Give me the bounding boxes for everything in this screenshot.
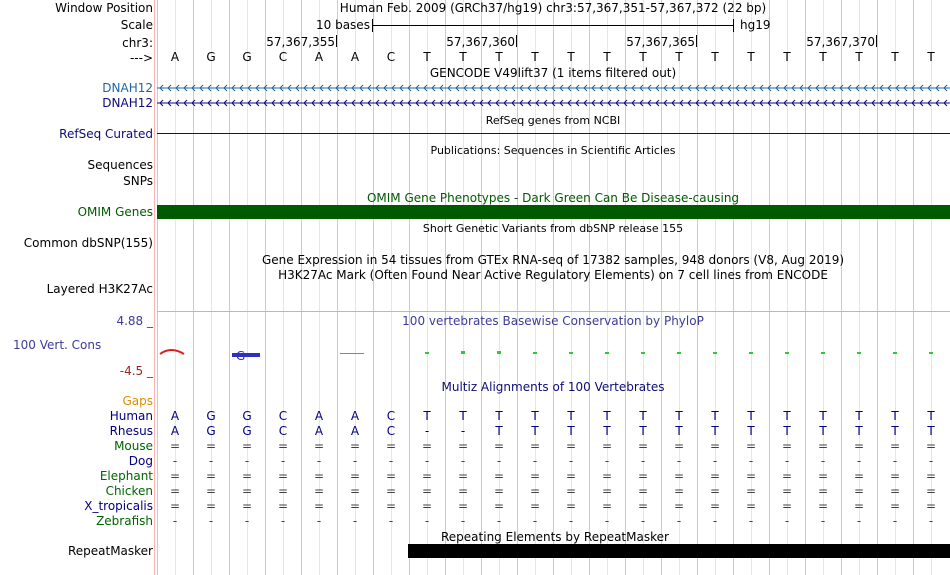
alignment-base: = [241, 499, 253, 513]
alignment-base: C [386, 424, 396, 438]
alignment-base: = [457, 484, 469, 498]
window-position-label: Window Position [55, 1, 153, 15]
alignment-base: - [532, 454, 538, 468]
alignment-base: = [241, 484, 253, 498]
alignment-base: = [205, 484, 217, 498]
alignment-base: = [565, 499, 577, 513]
base-letter: C [386, 50, 396, 64]
repeat-element-bar[interactable] [408, 544, 950, 558]
species-label[interactable]: Dog [128, 454, 153, 468]
base-letter: T [783, 50, 791, 64]
alignment-base: = [889, 499, 901, 513]
conservation-bar [461, 351, 465, 354]
h3k27ac-baseline [157, 311, 950, 312]
tick-label: 57,367,360 [446, 35, 515, 49]
alignment-base: = [637, 439, 649, 453]
alignment-base: = [421, 469, 433, 483]
conservation-bar [605, 352, 609, 354]
alignment-base: T [711, 409, 719, 423]
alignment-base: = [457, 499, 469, 513]
strand-label: ---> [129, 51, 153, 65]
alignment-base: = [349, 484, 361, 498]
alignment-base: = [853, 469, 865, 483]
alignment-base: - [820, 514, 826, 528]
alignment-base: = [565, 439, 577, 453]
h3k27ac-label[interactable]: Layered H3K27Ac [46, 282, 153, 296]
base-letter: T [711, 50, 719, 64]
alignment-base: T [675, 424, 683, 438]
alignment-base: = [601, 484, 613, 498]
alignment-base: = [781, 484, 793, 498]
alignment-base: A [170, 409, 180, 423]
base-letter: G [242, 50, 252, 64]
alignment-base: = [853, 439, 865, 453]
alignment-base: = [385, 469, 397, 483]
alignment-base: T [783, 424, 791, 438]
alignment-base: = [673, 484, 685, 498]
base-letter: T [675, 50, 683, 64]
base-letter: T [639, 50, 647, 64]
alignment-base: = [529, 499, 541, 513]
alignment-base: = [709, 484, 721, 498]
alignment-base: A [314, 409, 324, 423]
alignment-base: = [889, 469, 901, 483]
alignment-base: C [386, 409, 396, 423]
tick-label: 57,367,355 [266, 35, 335, 49]
alignment-base: = [853, 499, 865, 513]
alignment-base: = [313, 499, 325, 513]
conservation-bar [497, 351, 501, 354]
conservation-bar [929, 352, 933, 354]
alignment-base: - [424, 514, 430, 528]
alignment-base: T [783, 409, 791, 423]
alignment-base: T [423, 409, 431, 423]
base-letter: T [567, 50, 575, 64]
alignment-base: T [603, 424, 611, 438]
alignment-base: = [205, 469, 217, 483]
species-label[interactable]: Human [109, 409, 153, 423]
base-letter: T [819, 50, 827, 64]
snps-label[interactable]: SNPs [123, 174, 153, 188]
alignment-base: C [278, 409, 288, 423]
alignment-base: T [495, 409, 503, 423]
alignment-base: A [170, 424, 180, 438]
alignment-base: - [784, 454, 790, 468]
omim-gene-bar[interactable] [157, 205, 950, 219]
alignment-base: = [457, 469, 469, 483]
conservation-bar [821, 352, 825, 354]
chrom-label: chr3: [122, 36, 153, 50]
conservation-bar [749, 352, 753, 354]
alignment-base: - [892, 454, 898, 468]
alignment-base: - [424, 424, 430, 438]
alignment-base: T [567, 424, 575, 438]
alignment-base: - [316, 514, 322, 528]
alignment-base: = [529, 439, 541, 453]
alignment-base: - [244, 514, 250, 528]
alignment-base: = [277, 499, 289, 513]
conservation-mark [340, 353, 364, 354]
alignment-base: - [352, 514, 358, 528]
alignment-base: = [817, 499, 829, 513]
alignment-base: T [819, 424, 827, 438]
alignment-base: T [675, 409, 683, 423]
alignment-base: = [277, 439, 289, 453]
alignment-base: G [242, 409, 252, 423]
alignment-base: = [709, 439, 721, 453]
conservation-bar [785, 352, 789, 354]
alignment-base: G [206, 409, 216, 423]
publications-title: Publications: Sequences in Scientific Articles [430, 144, 676, 157]
alignment-base: T [459, 409, 467, 423]
alignment-base: - [496, 454, 502, 468]
alignment-base: = [313, 469, 325, 483]
alignment-base: = [889, 484, 901, 498]
window-position-value: Human Feb. 2009 (GRCh37/hg19) chr3:57,367,351-57,367,372 (22 bp) [339, 1, 767, 15]
alignment-base: = [385, 484, 397, 498]
alignment-base: A [350, 409, 360, 423]
alignment-base: A [314, 424, 324, 438]
alignment-base: - [244, 454, 250, 468]
base-letter: T [747, 50, 755, 64]
gencode-title: GENCODE V49lift37 (1 items filtered out) [429, 66, 677, 80]
alignment-base: - [208, 514, 214, 528]
alignment-base: = [493, 499, 505, 513]
alignment-base: = [277, 469, 289, 483]
dbsnp-title: Short Genetic Variants from dbSNP release 155 [422, 222, 684, 235]
cons-label[interactable]: 100 Vert. Cons [13, 338, 102, 352]
base-letter: G [206, 50, 216, 64]
base-letter: A [314, 50, 324, 64]
alignment-base: = [421, 484, 433, 498]
refseq-gene-line[interactable] [157, 133, 950, 134]
alignment-base: - [928, 514, 934, 528]
alignment-base: T [747, 424, 755, 438]
alignment-base: - [676, 514, 682, 528]
conservation-logo-letter: G [236, 349, 246, 363]
repeatmasker-label[interactable]: RepeatMasker [67, 544, 153, 558]
alignment-base: = [673, 499, 685, 513]
alignment-base: = [925, 484, 937, 498]
gene-label-dnah12[interactable]: DNAH12 [102, 81, 153, 95]
alignment-base: = [781, 499, 793, 513]
conservation-bar [425, 352, 429, 354]
alignment-base: - [676, 454, 682, 468]
base-letter: T [603, 50, 611, 64]
base-letter: T [423, 50, 431, 64]
alignment-base: = [853, 484, 865, 498]
alignment-base: = [421, 439, 433, 453]
alignment-base: - [388, 454, 394, 468]
alignment-base: = [493, 469, 505, 483]
refseq-title: RefSeq genes from NCBI [485, 114, 621, 127]
alignment-base: = [925, 469, 937, 483]
scale-label: Scale [120, 18, 153, 32]
alignment-base: - [892, 514, 898, 528]
alignment-base: = [241, 469, 253, 483]
alignment-base: = [313, 439, 325, 453]
species-label[interactable]: Chicken [105, 484, 153, 498]
alignment-base: = [493, 439, 505, 453]
alignment-base: T [855, 409, 863, 423]
base-letter: A [170, 50, 180, 64]
alignment-base: - [460, 454, 466, 468]
alignment-base: T [639, 424, 647, 438]
alignment-base: = [709, 499, 721, 513]
tick-label: 57,367,370 [806, 35, 875, 49]
alignment-base: - [280, 514, 286, 528]
alignment-base: T [603, 409, 611, 423]
alignment-base: = [781, 469, 793, 483]
alignment-base: = [601, 469, 613, 483]
h3k27ac-title: H3K27Ac Mark (Often Found Near Active Regulatory Elements) on 7 cell lines from ENCODE [278, 268, 828, 282]
gene-label-dnah12[interactable]: DNAH12 [102, 96, 153, 110]
species-label[interactable]: Rhesus [109, 424, 153, 438]
alignment-base: - [568, 514, 574, 528]
base-letter: T [891, 50, 899, 64]
alignment-base: - [352, 454, 358, 468]
species-label[interactable]: Mouse [114, 439, 153, 453]
alignment-base: - [712, 514, 718, 528]
alignment-base: = [493, 484, 505, 498]
alignment-base: = [745, 439, 757, 453]
alignment-base: = [385, 499, 397, 513]
alignment-base: T [531, 424, 539, 438]
alignment-base: = [349, 469, 361, 483]
alignment-base: - [532, 514, 538, 528]
omim-label[interactable]: OMIM Genes [77, 205, 153, 219]
alignment-base: = [529, 469, 541, 483]
base-letter: T [531, 50, 539, 64]
alignment-base: A [350, 424, 360, 438]
alignment-base: = [313, 484, 325, 498]
conservation-bar [569, 352, 573, 354]
alignment-base: = [169, 484, 181, 498]
alignment-base: - [496, 514, 502, 528]
alignment-base: = [277, 484, 289, 498]
alignment-base: = [457, 439, 469, 453]
conservation-bar [533, 352, 537, 354]
alignment-base: = [601, 499, 613, 513]
alignment-base: = [745, 469, 757, 483]
base-letter: C [278, 50, 288, 64]
multiz-title: Multiz Alignments of 100 Vertebrates [441, 380, 665, 394]
alignment-base: - [640, 454, 646, 468]
alignment-base: - [604, 514, 610, 528]
alignment-base: - [280, 454, 286, 468]
base-letter: T [927, 50, 935, 64]
species-label[interactable]: X_tropicalis [84, 499, 153, 513]
alignment-base: = [817, 439, 829, 453]
publications-label[interactable]: Sequences [87, 158, 153, 172]
alignment-base: - [568, 454, 574, 468]
base-letter: T [855, 50, 863, 64]
alignment-base: = [241, 439, 253, 453]
alignment-base: = [565, 469, 577, 483]
dbsnp-label[interactable]: Common dbSNP(155) [23, 236, 153, 250]
alignment-base: - [208, 454, 214, 468]
alignment-base: - [172, 514, 178, 528]
alignment-base: = [637, 499, 649, 513]
alignment-base: C [278, 424, 288, 438]
alignment-base: - [712, 454, 718, 468]
omim-title: OMIM Gene Phenotypes - Dark Green Can Be Disease-causing [366, 191, 740, 205]
alignment-base: T [711, 424, 719, 438]
alignment-base: - [460, 424, 466, 438]
gtex-title: Gene Expression in 54 tissues from GTEx RNA-seq of 17382 samples, 948 donors (V8, Aug 2019) [261, 253, 845, 267]
alignment-base: = [673, 439, 685, 453]
alignment-base: = [637, 484, 649, 498]
alignment-base: = [205, 439, 217, 453]
alignment-base: = [205, 499, 217, 513]
alignment-base: = [529, 484, 541, 498]
species-label[interactable]: Zebrafish [96, 514, 153, 528]
alignment-base: = [565, 484, 577, 498]
conservation-mark [160, 350, 184, 354]
alignment-base: = [817, 469, 829, 483]
alignment-base: = [925, 439, 937, 453]
conservation-bar [857, 352, 861, 354]
alignment-base: = [349, 439, 361, 453]
base-letter: T [495, 50, 503, 64]
cons-min-label: -4.5 _ [119, 364, 153, 378]
conservation-bar [677, 352, 681, 354]
alignment-base: - [460, 514, 466, 528]
alignment-base: G [242, 424, 252, 438]
alignment-base: - [856, 514, 862, 528]
alignment-base: = [169, 439, 181, 453]
alignment-base: = [637, 469, 649, 483]
alignment-base: = [781, 439, 793, 453]
base-letter: A [350, 50, 360, 64]
alignment-base: G [206, 424, 216, 438]
scale-text: 10 bases [316, 18, 370, 32]
alignment-base: - [748, 514, 754, 528]
species-label[interactable]: Elephant [99, 469, 153, 483]
alignment-base: T [531, 409, 539, 423]
alignment-base: - [820, 454, 826, 468]
refseq-label[interactable]: RefSeq Curated [59, 127, 153, 141]
scale-db: hg19 [740, 18, 771, 32]
cons-max-label: 4.88 _ [116, 314, 153, 328]
alignment-base: - [640, 514, 646, 528]
tick-label: 57,367,365 [626, 35, 695, 49]
alignment-base: T [495, 424, 503, 438]
conservation-bar [713, 352, 717, 354]
repeatmasker-title: Repeating Elements by RepeatMasker [441, 530, 669, 544]
alignment-base: - [388, 514, 394, 528]
alignment-base: T [819, 409, 827, 423]
alignment-base: = [817, 484, 829, 498]
alignment-base: = [421, 499, 433, 513]
alignment-base: T [855, 424, 863, 438]
alignment-base: - [316, 454, 322, 468]
alignment-base: T [747, 409, 755, 423]
cons-title: 100 vertebrates Basewise Conservation by PhyloP [402, 314, 704, 328]
alignment-base: - [604, 454, 610, 468]
alignment-base: = [745, 499, 757, 513]
gaps-label: Gaps [122, 394, 153, 408]
alignment-base: - [748, 454, 754, 468]
alignment-base: = [169, 499, 181, 513]
alignment-base: = [349, 499, 361, 513]
alignment-base: = [385, 439, 397, 453]
alignment-base: T [927, 424, 935, 438]
base-letter: T [459, 50, 467, 64]
alignment-base: = [925, 499, 937, 513]
alignment-base: T [927, 409, 935, 423]
alignment-base: = [889, 439, 901, 453]
alignment-base: - [424, 454, 430, 468]
alignment-base: = [601, 439, 613, 453]
alignment-base: - [856, 454, 862, 468]
alignment-base: - [928, 454, 934, 468]
alignment-base: = [709, 469, 721, 483]
alignment-base: - [172, 454, 178, 468]
conservation-bar [893, 352, 897, 354]
alignment-base: = [745, 484, 757, 498]
alignment-base: - [784, 514, 790, 528]
alignment-base: T [639, 409, 647, 423]
conservation-bar [641, 352, 645, 354]
alignment-base: = [673, 469, 685, 483]
alignment-base: T [891, 409, 899, 423]
alignment-base: T [567, 409, 575, 423]
alignment-base: = [169, 469, 181, 483]
alignment-base: T [891, 424, 899, 438]
